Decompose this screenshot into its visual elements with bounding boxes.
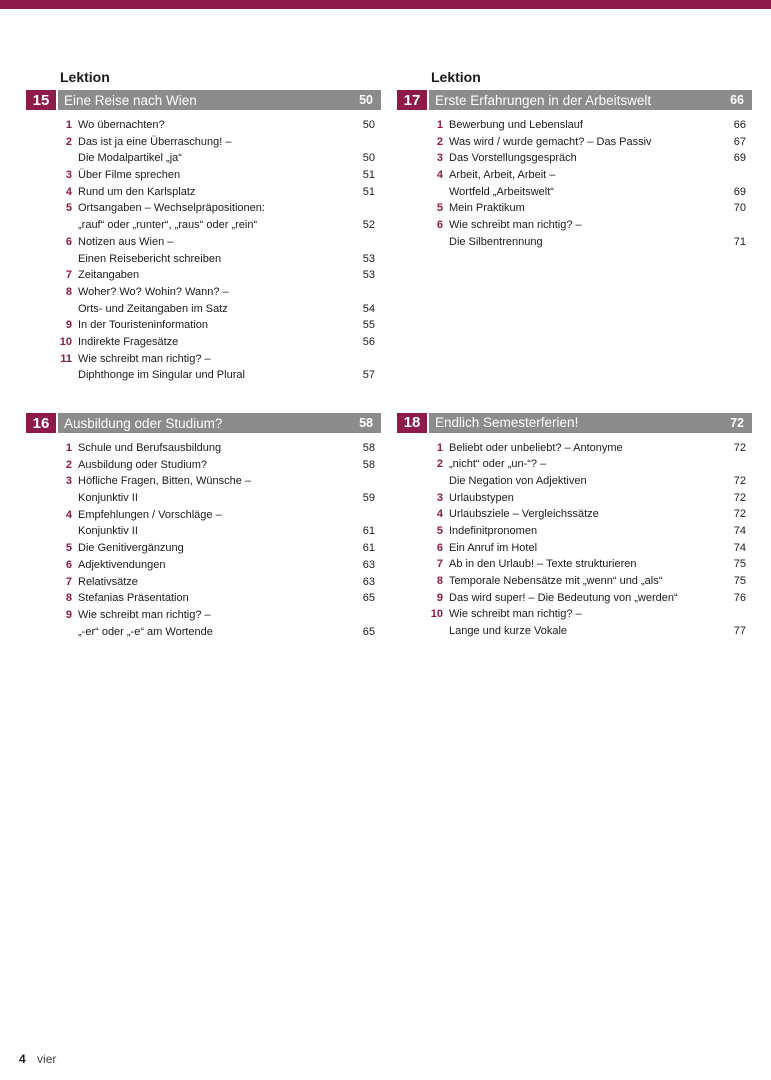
entry-page: 54 bbox=[362, 302, 375, 315]
entry-number: 9 bbox=[65, 608, 72, 621]
entry-title: Konjunktiv II bbox=[78, 492, 138, 505]
lektion-label: Lektion bbox=[431, 69, 481, 85]
entry-title: Das wird super! – Die Bedeutung von „werden“ bbox=[449, 591, 678, 604]
lesson-title-bar bbox=[58, 90, 381, 110]
lesson-number: 15 bbox=[26, 90, 56, 110]
toc-entry[interactable] bbox=[397, 490, 752, 507]
entry-title: Wo übernachten? bbox=[78, 119, 165, 131]
entry-page: 63 bbox=[362, 575, 375, 588]
toc-entry[interactable] bbox=[397, 606, 752, 623]
lesson-page: 72 bbox=[730, 415, 744, 430]
column-right bbox=[397, 68, 752, 640]
entry-title: Die Modalpartikel „ja“ bbox=[78, 152, 182, 165]
entry-page: 69 bbox=[733, 185, 746, 198]
toc-entry[interactable] bbox=[26, 217, 381, 234]
toc-entry[interactable] bbox=[397, 150, 752, 167]
entry-title: Mein Praktikum bbox=[449, 202, 525, 215]
entry-title: Lange und kurze Vokale bbox=[449, 625, 568, 638]
entry-title: Indefinitpronomen bbox=[449, 524, 538, 537]
entry-page bbox=[712, 167, 752, 184]
entry-number bbox=[397, 623, 449, 640]
entry-page: 51 bbox=[362, 185, 375, 198]
entry-page: 53 bbox=[362, 269, 375, 282]
entry-number: 2 bbox=[436, 458, 443, 471]
toc-entry[interactable] bbox=[397, 506, 752, 523]
entry-number: 3 bbox=[436, 152, 443, 165]
toc-entry[interactable] bbox=[26, 200, 381, 217]
lesson-title-bar bbox=[58, 413, 381, 433]
lesson-items bbox=[397, 440, 752, 640]
toc-entry[interactable] bbox=[26, 440, 381, 457]
entry-title: Die Negation von Adjektiven bbox=[449, 474, 587, 487]
toc-entry[interactable] bbox=[397, 456, 752, 473]
entry-title: Relativsätze bbox=[78, 575, 138, 588]
entry-number: 5 bbox=[65, 542, 72, 555]
entry-title: Über Filme sprechen bbox=[78, 169, 181, 182]
lesson-title: Ausbildung oder Studium? bbox=[64, 415, 223, 431]
entry-number: 7 bbox=[436, 558, 443, 571]
entry-title: Die Silbentrennung bbox=[449, 235, 543, 248]
entry-number: 7 bbox=[65, 575, 72, 588]
toc-entry[interactable] bbox=[26, 234, 381, 251]
lesson-18 bbox=[397, 413, 752, 640]
entry-title: Urlaubstypen bbox=[449, 491, 514, 504]
entry-page: 75 bbox=[733, 558, 746, 571]
entry-page bbox=[712, 217, 752, 234]
entry-page bbox=[341, 234, 381, 251]
lesson-title: Eine Reise nach Wien bbox=[64, 92, 197, 108]
lesson-15 bbox=[26, 90, 381, 384]
entry-number: 4 bbox=[65, 508, 72, 521]
entry-page: 72 bbox=[733, 474, 746, 487]
toc-entry[interactable] bbox=[26, 251, 381, 268]
entry-number: 1 bbox=[436, 441, 443, 454]
entry-title: Wie schreibt man richtig? – bbox=[449, 219, 582, 232]
toc-entry[interactable] bbox=[397, 117, 752, 134]
toc-entry[interactable] bbox=[26, 574, 381, 591]
entry-number bbox=[26, 624, 78, 641]
entry-number: 1 bbox=[65, 442, 72, 454]
toc-entry[interactable] bbox=[26, 557, 381, 574]
entry-number: 8 bbox=[65, 592, 72, 605]
entry-page bbox=[341, 351, 381, 368]
page-footer bbox=[19, 1052, 56, 1066]
entry-page: 58 bbox=[362, 458, 375, 471]
toc-entry[interactable] bbox=[397, 200, 752, 217]
toc-entry[interactable] bbox=[397, 473, 752, 490]
entry-number: 11 bbox=[60, 352, 72, 365]
entry-number: 3 bbox=[65, 169, 72, 182]
entry-number: 10 bbox=[430, 608, 443, 621]
entry-number bbox=[26, 490, 78, 507]
entry-page bbox=[341, 607, 381, 624]
entry-number: 6 bbox=[65, 235, 72, 248]
lesson-page: 66 bbox=[730, 93, 744, 107]
entry-page: 53 bbox=[362, 252, 375, 265]
entry-page: 63 bbox=[362, 558, 375, 571]
entry-title: In der Touristeninformation bbox=[78, 319, 209, 332]
entry-page: 74 bbox=[733, 524, 746, 537]
entry-title: Arbeit, Arbeit, Arbeit – bbox=[449, 169, 556, 182]
toc-entry[interactable] bbox=[26, 117, 381, 134]
toc-entry[interactable] bbox=[397, 440, 752, 457]
entry-title: Die Genitivergänzung bbox=[78, 542, 184, 555]
entry-number: 9 bbox=[436, 591, 443, 604]
entry-title: Einen Reisebericht schreiben bbox=[78, 252, 222, 265]
entry-number: 2 bbox=[436, 135, 443, 148]
lesson-number: 18 bbox=[397, 413, 427, 433]
entry-page: 72 bbox=[733, 491, 746, 504]
toc-entry[interactable] bbox=[397, 134, 752, 151]
entry-number bbox=[26, 251, 78, 268]
entry-number: 5 bbox=[65, 202, 72, 215]
entry-page: 77 bbox=[733, 625, 746, 638]
lesson-header[interactable] bbox=[26, 90, 381, 110]
lesson-number: 17 bbox=[397, 90, 427, 110]
entry-page: 75 bbox=[733, 575, 746, 587]
entry-number bbox=[26, 367, 78, 384]
column-left bbox=[26, 68, 381, 640]
entry-page: 66 bbox=[733, 119, 746, 131]
entry-page: 72 bbox=[733, 508, 746, 521]
entry-page bbox=[341, 284, 381, 301]
entry-page: 61 bbox=[362, 525, 375, 538]
lesson-items bbox=[397, 117, 752, 251]
entry-page: 55 bbox=[362, 319, 375, 332]
entry-title: Das ist ja eine Überraschung! – bbox=[78, 135, 232, 148]
toc-entry[interactable] bbox=[26, 351, 381, 368]
entry-page: 69 bbox=[733, 152, 746, 165]
toc-entry[interactable] bbox=[26, 184, 381, 201]
entry-page bbox=[341, 200, 381, 217]
entry-title: Was wird / wurde gemacht? – Das Passiv bbox=[449, 135, 652, 148]
entry-title: Urlaubsziele – Vergleichssätze bbox=[449, 508, 599, 521]
entry-number bbox=[26, 301, 78, 318]
lesson-page: 58 bbox=[359, 416, 373, 430]
entry-title: Woher? Wo? Wohin? Wann? – bbox=[78, 285, 229, 298]
entry-page: 56 bbox=[362, 335, 375, 348]
toc-entry[interactable] bbox=[397, 556, 752, 573]
entry-title: Rund um den Karlsplatz bbox=[78, 185, 196, 198]
toc-entry[interactable] bbox=[26, 624, 381, 641]
toc-entry[interactable] bbox=[26, 457, 381, 474]
toc-entry[interactable] bbox=[26, 590, 381, 607]
entry-title: Stefanias Präsentation bbox=[78, 592, 189, 605]
entry-page: 59 bbox=[362, 492, 375, 505]
lesson-number: 16 bbox=[26, 413, 56, 433]
entry-number bbox=[397, 473, 449, 490]
entry-page: 57 bbox=[362, 369, 375, 382]
entry-title: Diphthonge im Singular und Plural bbox=[78, 369, 245, 382]
entry-page: 50 bbox=[362, 152, 375, 165]
entry-title: „rauf“ oder „runter“, „raus“ oder „rein“ bbox=[78, 219, 258, 232]
entry-title: „nicht“ oder „un-“? – bbox=[449, 458, 547, 471]
entry-title: Beliebt oder unbeliebt? – Antonyme bbox=[449, 441, 623, 454]
lesson-title: Endlich Semesterferien! bbox=[435, 415, 579, 430]
top-accent-bar bbox=[0, 0, 771, 9]
entry-page: 52 bbox=[362, 219, 375, 232]
entry-number: 1 bbox=[436, 119, 443, 131]
entry-title: Wie schreibt man richtig? – bbox=[449, 608, 582, 621]
lesson-17 bbox=[397, 90, 752, 251]
toc-entry[interactable] bbox=[26, 301, 381, 318]
entry-page: 67 bbox=[733, 135, 746, 148]
entry-page bbox=[341, 507, 381, 524]
toc-entry[interactable] bbox=[26, 284, 381, 301]
entry-number: 4 bbox=[436, 169, 443, 182]
entry-title: Zeitangaben bbox=[78, 269, 140, 282]
toc-entry[interactable] bbox=[26, 523, 381, 540]
entry-page: 74 bbox=[733, 541, 746, 554]
entry-page: 72 bbox=[733, 441, 746, 454]
entry-number: 9 bbox=[65, 319, 72, 332]
toc-entry[interactable] bbox=[397, 623, 752, 640]
entry-page: 61 bbox=[362, 542, 375, 555]
toc-entry[interactable] bbox=[26, 490, 381, 507]
lesson-items bbox=[26, 440, 381, 640]
entry-number: 3 bbox=[65, 475, 72, 488]
entry-page: 51 bbox=[362, 169, 375, 182]
toc-entry[interactable] bbox=[26, 150, 381, 167]
entry-title: Notizen aus Wien – bbox=[78, 235, 174, 248]
toc-entry[interactable] bbox=[397, 234, 752, 251]
toc-entry[interactable] bbox=[26, 167, 381, 184]
toc-entry[interactable] bbox=[26, 607, 381, 624]
entry-number: 1 bbox=[65, 119, 72, 131]
entry-number bbox=[26, 150, 78, 167]
entry-title: Schule und Berufsausbildung bbox=[78, 442, 222, 454]
toc-entry[interactable] bbox=[397, 590, 752, 607]
toc-entry[interactable] bbox=[26, 334, 381, 351]
entry-page: 70 bbox=[733, 202, 746, 215]
lesson-title-bar bbox=[429, 413, 752, 433]
toc-entry[interactable] bbox=[26, 367, 381, 384]
entry-title: Das Vorstellungsgespräch bbox=[449, 152, 577, 165]
toc-entry[interactable] bbox=[26, 540, 381, 557]
entry-number: 6 bbox=[436, 541, 443, 554]
entry-title: Ausbildung oder Studium? bbox=[78, 458, 208, 471]
entry-number: 6 bbox=[65, 558, 72, 571]
entry-number: 4 bbox=[436, 508, 443, 521]
entry-number bbox=[397, 234, 449, 251]
entry-page: 71 bbox=[733, 235, 746, 248]
entry-number: 2 bbox=[65, 458, 72, 471]
toc-entry[interactable] bbox=[397, 573, 752, 590]
entry-number: 4 bbox=[65, 185, 72, 198]
lesson-header[interactable] bbox=[397, 90, 752, 110]
entry-title: Orts- und Zeitangaben im Satz bbox=[78, 302, 228, 315]
lesson-page: 50 bbox=[359, 93, 373, 107]
entry-title: Temporale Nebensätze mit „wenn“ und „als“ bbox=[449, 575, 663, 587]
entry-title: Wie schreibt man richtig? – bbox=[78, 608, 211, 621]
entry-title: Adjektivendungen bbox=[78, 558, 166, 571]
entry-title: Ein Anruf im Hotel bbox=[449, 541, 538, 554]
toc-entry[interactable] bbox=[26, 134, 381, 151]
entry-number: 5 bbox=[436, 524, 443, 537]
entry-number: 8 bbox=[65, 285, 72, 298]
entry-title: „-er“ oder „-e“ am Wortende bbox=[78, 625, 213, 638]
entry-title: Ortsangaben – Wechselpräpositionen: bbox=[78, 202, 265, 215]
toc-entry[interactable] bbox=[397, 540, 752, 557]
entry-page bbox=[341, 134, 381, 151]
entry-title: Indirekte Fragesätze bbox=[78, 335, 179, 348]
entry-page bbox=[712, 456, 752, 473]
toc-entry[interactable] bbox=[26, 317, 381, 334]
entry-page: 50 bbox=[362, 119, 375, 131]
toc-entry[interactable] bbox=[26, 507, 381, 524]
toc-entry[interactable] bbox=[397, 184, 752, 201]
entry-number: 2 bbox=[65, 135, 72, 148]
entry-page bbox=[712, 606, 752, 623]
entry-number: 5 bbox=[436, 202, 443, 215]
entry-title: Wortfeld „Arbeitswelt“ bbox=[449, 185, 554, 198]
entry-page: 65 bbox=[362, 625, 375, 638]
entry-page bbox=[341, 473, 381, 490]
entry-number: 6 bbox=[436, 219, 443, 232]
entry-number: 10 bbox=[59, 335, 72, 348]
entry-number: 3 bbox=[436, 491, 443, 504]
toc-entry[interactable] bbox=[397, 217, 752, 234]
toc-entry[interactable] bbox=[26, 267, 381, 284]
toc-entry[interactable] bbox=[26, 473, 381, 490]
lesson-title-bar bbox=[429, 90, 752, 110]
entry-number: 7 bbox=[65, 269, 72, 282]
lesson-items bbox=[26, 117, 381, 384]
entry-title: Wie schreibt man richtig? – bbox=[78, 352, 211, 365]
lesson-16 bbox=[26, 413, 381, 640]
toc-entry[interactable] bbox=[397, 523, 752, 540]
entry-page: 58 bbox=[362, 442, 375, 454]
lesson-header[interactable] bbox=[26, 413, 381, 433]
entry-page: 76 bbox=[733, 591, 746, 604]
lesson-title: Erste Erfahrungen in der Arbeitswelt bbox=[435, 92, 652, 108]
entry-number bbox=[26, 217, 78, 234]
entry-title: Empfehlungen / Vorschläge – bbox=[78, 508, 222, 521]
entry-title: Konjunktiv II bbox=[78, 525, 138, 538]
page-number: 4 bbox=[19, 1052, 26, 1066]
toc-entry[interactable] bbox=[397, 167, 752, 184]
entry-title: Ab in den Urlaub! – Texte strukturieren bbox=[449, 558, 637, 571]
entry-page: 65 bbox=[362, 592, 375, 605]
entry-number bbox=[397, 184, 449, 201]
page-number-word: vier bbox=[37, 1052, 57, 1066]
entry-title: Höfliche Fragen, Bitten, Wünsche – bbox=[78, 475, 252, 488]
entry-number bbox=[26, 523, 78, 540]
entry-number: 8 bbox=[436, 575, 443, 587]
lektion-label: Lektion bbox=[60, 69, 110, 85]
entry-title: Bewerbung und Lebenslauf bbox=[449, 119, 583, 131]
lesson-header[interactable] bbox=[397, 413, 752, 433]
